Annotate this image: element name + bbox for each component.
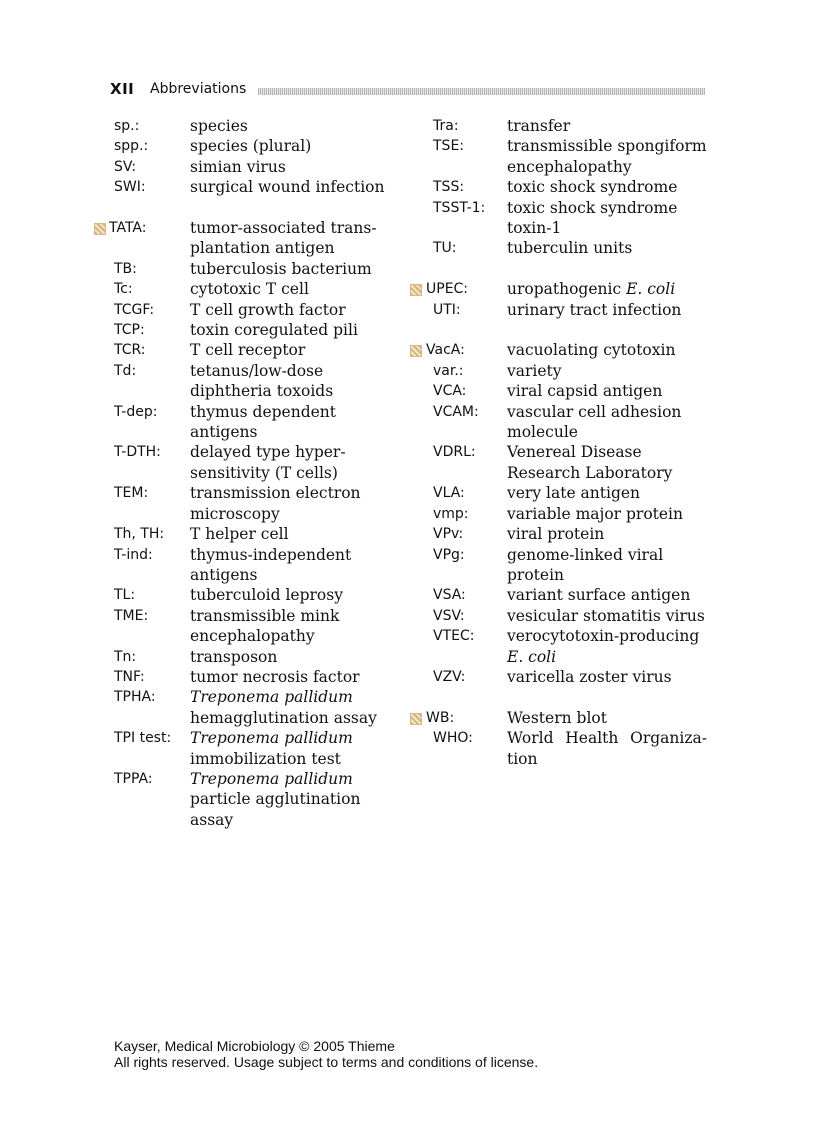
abbreviation-definition xyxy=(190,300,395,320)
section-marker-icon xyxy=(410,713,422,725)
abbreviation-definition xyxy=(507,116,707,136)
section-title: Abbreviations xyxy=(150,81,247,97)
abbreviation-definition xyxy=(190,585,395,605)
definition-line: transmissible mink xyxy=(190,606,340,625)
abbreviation-definition xyxy=(190,320,395,340)
abbreviation-entry xyxy=(90,402,400,443)
footer-line-1: Kayser, Medical Microbiology © 2005 Thieme xyxy=(114,1038,395,1054)
abbreviation-entry xyxy=(90,157,400,177)
abbreviation-term: UTI: xyxy=(433,301,461,318)
definition-line: genome-linked viral xyxy=(507,545,664,564)
abbreviation-term: spp.: xyxy=(114,138,149,155)
abbreviation-term: WB: xyxy=(426,709,455,726)
abbreviation-column-left xyxy=(90,116,400,830)
definition-line: Treponema pallidum xyxy=(190,688,353,707)
abbreviation-definition xyxy=(190,687,395,728)
abbreviation-term: TU: xyxy=(433,240,457,257)
definition-line: Venereal Disease xyxy=(507,443,642,462)
abbreviation-term: VCAM: xyxy=(433,403,479,420)
definition-line: tetanus/low-dose xyxy=(190,361,324,380)
definition-line: urinary tract infection xyxy=(507,300,682,319)
section-marker-icon xyxy=(410,284,422,296)
abbreviation-definition xyxy=(190,136,395,156)
abbreviation-definition xyxy=(190,116,395,136)
abbreviation-term: VPv: xyxy=(433,526,464,543)
abbreviation-entry xyxy=(90,340,400,360)
definition-line: assay xyxy=(190,810,234,829)
definition-line: uropathogenic E. coli xyxy=(507,280,676,299)
definition-line: antigens xyxy=(190,423,258,442)
abbreviation-entry xyxy=(407,585,717,605)
abbreviation-entry xyxy=(407,606,717,626)
definition-line: tumor-associated trans- xyxy=(190,219,377,238)
abbreviation-term: Tn: xyxy=(114,648,137,665)
definition-line: particle agglutination xyxy=(190,790,361,809)
definition-line: transmission electron xyxy=(190,484,361,503)
definition-line: Treponema pallidum xyxy=(190,729,353,748)
copyright-footer xyxy=(114,1038,538,1070)
abbreviation-definition xyxy=(507,626,707,667)
definition-line: cytotoxic T cell xyxy=(190,280,309,299)
definition-line: verocytotoxin-producing xyxy=(507,627,700,646)
abbreviation-definition xyxy=(190,606,395,647)
abbreviation-entry xyxy=(407,708,717,728)
definition-line: species xyxy=(190,117,248,135)
definition-line: toxic shock syndrome xyxy=(507,198,678,217)
abbreviation-definition xyxy=(190,769,395,830)
abbreviation-entry xyxy=(90,667,400,687)
definition-line: tuberculoid leprosy xyxy=(190,586,343,605)
definition-line: encephalopathy xyxy=(190,627,315,646)
definition-line: tumor necrosis factor xyxy=(190,667,360,686)
abbreviation-term: TL: xyxy=(114,587,136,604)
abbreviation-entry xyxy=(90,279,400,299)
abbreviation-entry xyxy=(407,626,717,667)
definition-line: toxic shock syndrome xyxy=(507,178,678,197)
definition-line: protein xyxy=(507,565,565,584)
abbreviation-term: UPEC: xyxy=(426,281,469,298)
abbreviation-term: TSST-1: xyxy=(433,199,486,216)
page-number: XII xyxy=(110,80,135,98)
abbreviation-entry xyxy=(407,667,717,687)
definition-line: T cell receptor xyxy=(190,341,306,360)
definition-line: vesicular stomatitis virus xyxy=(507,606,705,625)
abbreviation-entry xyxy=(407,238,717,258)
abbreviation-entry xyxy=(407,116,717,136)
abbreviation-term: TSE: xyxy=(433,138,465,155)
definition-line: delayed type hyper- xyxy=(190,443,346,462)
abbreviation-entry xyxy=(90,728,400,769)
abbreviation-entry xyxy=(90,687,400,728)
abbreviation-definition xyxy=(507,340,707,360)
abbreviation-definition xyxy=(190,259,395,279)
abbreviation-term: VZV: xyxy=(433,668,466,685)
abbreviation-entry xyxy=(90,545,400,586)
definition-line: tuberculosis bacterium xyxy=(190,259,372,278)
abbreviation-definition xyxy=(507,300,707,320)
abbreviation-entry xyxy=(407,402,717,443)
abbreviation-definition xyxy=(507,524,707,544)
abbreviation-entry xyxy=(90,177,400,197)
abbreviation-entry xyxy=(407,483,717,503)
definition-line: encephalopathy xyxy=(507,157,632,176)
abbreviation-entry xyxy=(407,504,717,524)
abbreviation-term: VCA: xyxy=(433,383,467,400)
abbreviation-definition xyxy=(507,198,707,239)
abbreviation-definition xyxy=(507,483,707,503)
abbreviation-definition xyxy=(507,504,707,524)
abbreviation-term: WHO: xyxy=(433,730,473,747)
abbreviation-term: TCGF: xyxy=(114,301,155,318)
abbreviation-entry xyxy=(407,361,717,381)
abbreviation-term: sp.: xyxy=(114,118,140,134)
abbreviation-entry xyxy=(90,524,400,544)
abbreviation-term: TME: xyxy=(114,607,149,624)
header-rule xyxy=(258,88,705,95)
definition-line: simian virus xyxy=(190,157,286,176)
definition-line: species (plural) xyxy=(190,137,312,156)
abbreviation-term: TPI test: xyxy=(114,730,172,747)
abbreviation-term: Td: xyxy=(114,362,137,379)
abbreviation-term: TCP: xyxy=(114,322,145,339)
abbreviation-entry xyxy=(407,300,717,320)
abbreviation-term: vmp: xyxy=(433,505,469,522)
abbreviation-entry xyxy=(90,259,400,279)
abbreviation-entry xyxy=(407,442,717,483)
definition-line: diphtheria toxoids xyxy=(190,382,334,401)
definition-line: T cell growth factor xyxy=(190,300,346,319)
abbreviation-entry xyxy=(407,381,717,401)
abbreviation-definition xyxy=(190,728,395,769)
abbreviation-column-right xyxy=(407,116,717,769)
definition-line: viral capsid antigen xyxy=(507,382,663,401)
abbreviation-term: TATA: xyxy=(109,220,147,237)
definition-line: very late antigen xyxy=(507,484,641,503)
abbreviation-definition xyxy=(190,483,395,524)
abbreviation-definition xyxy=(507,381,707,401)
abbreviation-definition xyxy=(190,524,395,544)
abbreviation-term: TCR: xyxy=(114,342,146,359)
abbreviation-entry xyxy=(407,524,717,544)
definition-line: hemagglutination assay xyxy=(190,708,377,727)
abbreviation-entry xyxy=(90,442,400,483)
definition-line: viral protein xyxy=(507,525,605,544)
definition-line: plantation antigen xyxy=(190,239,335,258)
definition-line: transmissible spongiform xyxy=(507,137,707,156)
abbreviation-term: VacA: xyxy=(426,342,465,359)
definition-line: T helper cell xyxy=(190,525,289,544)
definition-line: vascular cell adhesion xyxy=(507,402,682,421)
abbreviation-term: var.: xyxy=(433,362,464,379)
abbreviation-definition xyxy=(507,708,707,728)
definition-line: varicella zoster virus xyxy=(507,667,672,686)
definition-line: variety xyxy=(507,361,562,380)
abbreviation-term: SV: xyxy=(114,158,137,175)
abbreviation-definition xyxy=(190,402,395,443)
abbreviation-definition xyxy=(507,136,707,177)
abbreviation-definition xyxy=(190,667,395,687)
abbreviation-entry xyxy=(90,116,400,136)
definition-line: antigens xyxy=(190,565,258,584)
definition-line: sensitivity (T cells) xyxy=(190,463,338,482)
abbreviation-entry xyxy=(407,136,717,177)
abbreviation-definition xyxy=(190,340,395,360)
abbreviation-definition xyxy=(190,442,395,483)
abbreviation-definition xyxy=(507,279,707,299)
abbreviation-definition xyxy=(507,238,707,258)
abbreviation-definition xyxy=(507,545,707,586)
abbreviation-term: T-dep: xyxy=(114,403,158,420)
abbreviation-term: VSA: xyxy=(433,587,466,604)
abbreviation-definition xyxy=(507,442,707,483)
abbreviation-entry xyxy=(90,647,400,667)
abbreviation-term: VSV: xyxy=(433,607,465,624)
definition-line: tion xyxy=(507,749,538,768)
abbreviation-term: SWI: xyxy=(114,179,146,196)
definition-line: variable major protein xyxy=(507,504,684,523)
abbreviation-definition xyxy=(507,402,707,443)
definition-line: microscopy xyxy=(190,504,280,523)
abbreviation-term: VDRL: xyxy=(433,444,476,461)
abbreviation-definition xyxy=(507,177,707,197)
abbreviation-entry xyxy=(90,300,400,320)
abbreviation-definition xyxy=(507,728,707,769)
abbreviation-term: VLA: xyxy=(433,485,465,502)
definition-line: variant surface antigen xyxy=(507,586,691,605)
abbreviation-definition xyxy=(507,667,707,687)
abbreviation-term: T-DTH: xyxy=(114,444,161,461)
abbreviation-entry xyxy=(407,198,717,239)
abbreviation-term: Th, TH: xyxy=(114,526,165,543)
definition-line: transposon xyxy=(190,647,278,666)
definition-line: Treponema pallidum xyxy=(190,769,353,788)
abbreviation-entry xyxy=(407,728,717,769)
abbreviation-term: TB: xyxy=(114,260,137,277)
abbreviation-definition xyxy=(190,157,395,177)
definition-line: toxin coregulated pili xyxy=(190,321,358,340)
abbreviation-definition xyxy=(507,361,707,381)
abbreviation-entry xyxy=(407,177,717,197)
definition-line: thymus dependent xyxy=(190,402,337,421)
definition-line: Research Laboratory xyxy=(507,463,673,482)
abbreviation-term: Tc: xyxy=(114,281,133,298)
definition-line: immobilization test xyxy=(190,749,341,768)
abbreviation-term: TPPA: xyxy=(114,770,153,787)
definition-line: E. coli xyxy=(507,647,557,666)
abbreviation-definition xyxy=(190,177,395,197)
abbreviation-term: TPHA: xyxy=(114,689,156,706)
abbreviation-entry xyxy=(90,585,400,605)
abbreviation-definition xyxy=(507,606,707,626)
abbreviation-entry xyxy=(90,483,400,524)
abbreviation-entry xyxy=(90,361,400,402)
definition-line: tuberculin units xyxy=(507,239,633,258)
abbreviation-definition xyxy=(190,361,395,402)
abbreviation-entry xyxy=(90,606,400,647)
abbreviation-entry xyxy=(407,340,717,360)
abbreviation-entry xyxy=(407,279,717,299)
definition-line: transfer xyxy=(507,117,571,135)
footer-line-2: All rights reserved. Usage subject to terms and conditions of license. xyxy=(114,1054,539,1070)
abbreviation-definition xyxy=(190,279,395,299)
abbreviation-term: TEM: xyxy=(114,485,149,502)
abbreviation-term: TNF: xyxy=(114,668,145,685)
definition-line: molecule xyxy=(507,423,578,442)
abbreviation-term: VPg: xyxy=(433,546,465,563)
abbreviation-term: Tra: xyxy=(433,118,459,134)
abbreviation-entry xyxy=(90,769,400,830)
abbreviation-term: T-ind: xyxy=(114,546,153,563)
abbreviation-entry xyxy=(407,545,717,586)
abbreviation-definition xyxy=(507,585,707,605)
definition-line: World Health Organiza- xyxy=(507,729,707,748)
abbreviation-definition xyxy=(190,545,395,586)
abbreviation-definition xyxy=(190,218,395,259)
definition-line: thymus-independent xyxy=(190,545,352,564)
section-marker-icon xyxy=(410,345,422,357)
abbreviation-definition xyxy=(190,647,395,667)
page-header xyxy=(110,78,705,102)
abbreviation-term: TSS: xyxy=(433,179,465,196)
abbreviation-entry xyxy=(90,136,400,156)
abbreviation-entry xyxy=(90,320,400,340)
definition-line: surgical wound infection xyxy=(190,178,385,197)
abbreviation-term: VTEC: xyxy=(433,628,475,645)
definition-line: toxin-1 xyxy=(507,219,562,238)
section-marker-icon xyxy=(94,223,106,235)
definition-line: vacuolating cytotoxin xyxy=(507,341,676,360)
abbreviation-entry xyxy=(90,218,400,259)
definition-line: Western blot xyxy=(507,708,607,727)
